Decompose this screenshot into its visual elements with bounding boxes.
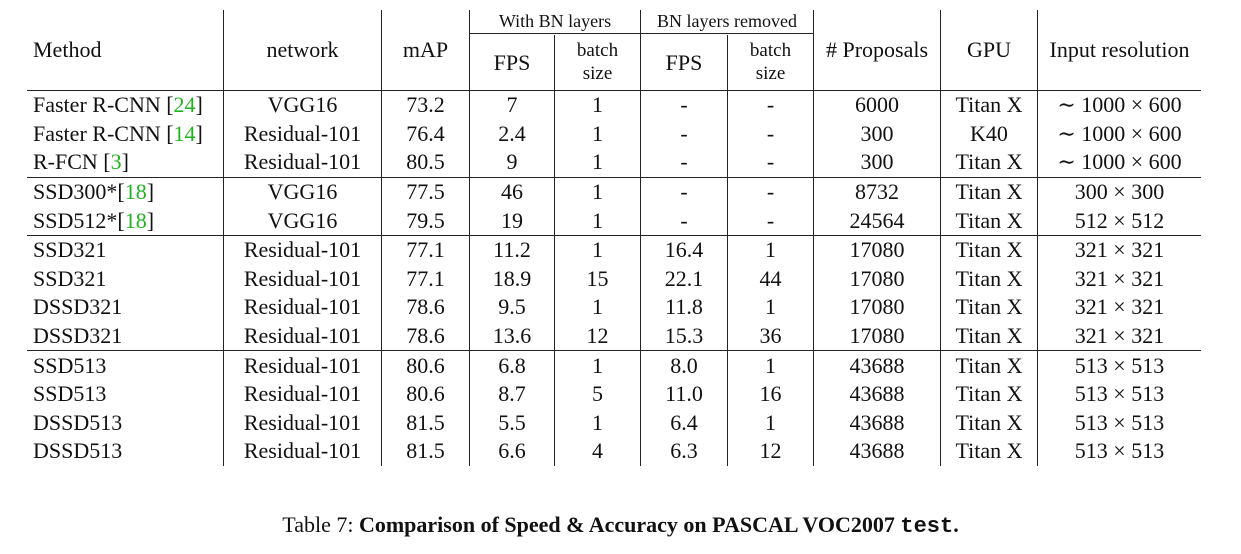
- map-cell: 78.6: [382, 322, 470, 351]
- table-row: [27, 206, 1201, 235]
- network-cell: Residual-101: [224, 235, 382, 264]
- header-gpu: GPU: [941, 10, 1038, 91]
- resolution-cell: 513 × 513: [1074, 438, 1165, 464]
- method-cell: [27, 206, 224, 235]
- proposals-cell: 8732: [814, 177, 941, 206]
- network-cell: VGG16: [224, 206, 382, 235]
- batch-nobn-cell: 1: [728, 235, 814, 264]
- batch-nobn-cell: 44: [728, 265, 814, 294]
- batch-bn-cell: 1: [555, 148, 641, 177]
- resolution-cell: 513 × 513: [1038, 351, 1202, 380]
- table-row: [27, 293, 1201, 322]
- batch-bn-cell: 1: [555, 409, 641, 438]
- fps-nobn-cell: 11.8: [641, 293, 728, 322]
- fps-bn-cell: 9: [470, 148, 555, 177]
- resolution-cell: 321 × 321: [1038, 235, 1202, 264]
- batch-bn-cell: 1: [555, 235, 641, 264]
- batch-nobn-cell: -: [728, 206, 814, 235]
- network-cell: Residual-101: [224, 265, 382, 294]
- map-cell: 81.5: [382, 437, 470, 466]
- table-row: [27, 91, 1201, 120]
- network-cell: Residual-101: [224, 293, 382, 322]
- method-cell: [27, 293, 224, 322]
- method-cell: [27, 265, 224, 294]
- map-cell: 78.6: [382, 293, 470, 322]
- batch-nobn-cell: 1: [728, 293, 814, 322]
- batch-nobn-cell: 1: [728, 409, 814, 438]
- method-name: Faster R-CNN [: [33, 92, 174, 118]
- resolution-cell: 321 × 321: [1074, 265, 1165, 291]
- gpu-cell: Titan X: [941, 206, 1038, 235]
- header-input-resolution: Input resolution: [1049, 37, 1190, 62]
- batch-bn-cell: 15: [555, 265, 641, 294]
- fps-nobn-cell: -: [641, 177, 728, 206]
- batch-nobn-cell: 16: [728, 380, 814, 409]
- gpu-cell: Titan X: [941, 235, 1038, 264]
- map-cell: 79.5: [382, 206, 470, 235]
- proposals-cell: 17080: [814, 322, 941, 351]
- gpu-cell: K40: [941, 120, 1038, 149]
- resolution-cell: 513 × 513: [1074, 409, 1165, 435]
- network-cell: Residual-101: [224, 120, 382, 149]
- network-cell: Residual-101: [224, 322, 382, 351]
- fps-nobn-cell: 11.0: [641, 380, 728, 409]
- table-row: [27, 322, 1201, 351]
- fps-nobn-cell: 16.4: [641, 235, 728, 264]
- gpu-cell: Titan X: [941, 322, 1038, 351]
- header-batch-nobn: batch size: [728, 35, 814, 91]
- fps-nobn-cell: -: [641, 148, 728, 177]
- resolution-cell: ∼ 1000 × 600: [1057, 149, 1182, 175]
- batch-nobn-cell: -: [728, 120, 814, 149]
- caption-label: Table 7:: [282, 512, 359, 537]
- method-name: DSSD321: [33, 294, 123, 320]
- gpu-cell: Titan X: [941, 265, 1038, 294]
- batch-bn-cell: 12: [555, 322, 641, 351]
- citation-link[interactable]: 24: [173, 92, 196, 118]
- fps-bn-cell: 2.4: [470, 120, 555, 149]
- batch-bn-cell: 1: [555, 206, 641, 235]
- table-row: [27, 177, 1201, 206]
- batch-nobn-cell: 36: [728, 322, 814, 351]
- batch-bn-cell: 1: [555, 91, 641, 120]
- fps-nobn-cell: 6.3: [641, 437, 728, 466]
- map-cell: 80.6: [382, 351, 470, 380]
- method-name: SSD321: [33, 265, 107, 291]
- table-row: [27, 409, 1201, 438]
- table-row: [27, 235, 1201, 264]
- method-cell: [27, 177, 224, 206]
- fps-bn-cell: 18.9: [470, 265, 555, 294]
- fps-bn-cell: 19: [470, 206, 555, 235]
- batch-bn-cell: 1: [555, 177, 641, 206]
- resolution-cell: ∼ 1000 × 600: [1038, 91, 1202, 120]
- gpu-cell: Titan X: [941, 409, 1038, 438]
- results-table: [27, 10, 1201, 466]
- method-cell: [27, 235, 224, 264]
- citation-bracket: ]: [146, 207, 155, 233]
- method-name: SSD512*[: [33, 207, 125, 233]
- batch-nobn-cell: -: [728, 91, 814, 120]
- batch-bn-cell: 4: [555, 437, 641, 466]
- network-cell: Residual-101: [224, 148, 382, 177]
- method-cell: [27, 91, 224, 120]
- citation-link[interactable]: 3: [110, 149, 122, 175]
- map-cell: 76.4: [382, 120, 470, 149]
- network-cell: VGG16: [224, 91, 382, 120]
- gpu-cell: Titan X: [941, 148, 1038, 177]
- header-network: network: [224, 10, 382, 91]
- batch-bn-cell: 1: [555, 351, 641, 380]
- method-name: DSSD321: [33, 323, 123, 349]
- fps-bn-cell: 7: [470, 91, 555, 120]
- method-name: DSSD513: [33, 438, 123, 464]
- caption-title: Comparison of Speed & Accuracy on PASCAL VOC2007: [358, 512, 901, 537]
- batch-nobn-cell: -: [728, 148, 814, 177]
- network-cell: Residual-101: [224, 380, 382, 409]
- proposals-cell: 43688: [814, 380, 941, 409]
- proposals-cell: 17080: [814, 293, 941, 322]
- method-name: R-FCN [: [33, 149, 111, 175]
- fps-bn-cell: 13.6: [470, 322, 555, 351]
- citation-bracket: ]: [121, 149, 129, 175]
- batch-bn-cell: 1: [555, 120, 641, 149]
- citation-bracket: ]: [195, 92, 203, 118]
- network-cell: Residual-101: [224, 437, 382, 466]
- fps-nobn-cell: -: [641, 91, 728, 120]
- map-cell: 73.2: [382, 91, 470, 120]
- method-name: SSD513: [33, 381, 107, 407]
- batch-nobn-cell: 12: [728, 437, 814, 466]
- batch-bn-cell: 1: [555, 293, 641, 322]
- table-row: [27, 380, 1201, 409]
- proposals-cell: 300: [814, 148, 941, 177]
- table-row: [27, 265, 1201, 294]
- batch-nobn-cell: -: [728, 177, 814, 206]
- fps-bn-cell: 11.2: [470, 235, 555, 264]
- gpu-cell: Titan X: [941, 177, 1038, 206]
- resolution-cell: ∼ 1000 × 600: [1057, 120, 1182, 146]
- method-cell: [27, 120, 224, 149]
- map-cell: 80.6: [382, 380, 470, 409]
- header-proposals: # Proposals: [814, 10, 941, 91]
- method-cell: [27, 409, 224, 438]
- batch-nobn-cell: 1: [728, 351, 814, 380]
- fps-nobn-cell: 6.4: [641, 409, 728, 438]
- gpu-cell: Titan X: [941, 293, 1038, 322]
- method-cell: [27, 437, 224, 466]
- header-batch-bn: batch size: [555, 35, 641, 91]
- map-cell: 80.5: [382, 148, 470, 177]
- batch-bn-cell: 5: [555, 380, 641, 409]
- proposals-cell: 43688: [814, 437, 941, 466]
- proposals-cell: 17080: [814, 265, 941, 294]
- table-body: [27, 91, 1201, 466]
- fps-nobn-cell: -: [641, 120, 728, 149]
- map-cell: 77.5: [382, 177, 470, 206]
- table-caption: [0, 512, 1241, 539]
- fps-nobn-cell: 22.1: [641, 265, 728, 294]
- header-bn-removed: BN layers removed: [641, 10, 814, 35]
- map-cell: 81.5: [382, 409, 470, 438]
- gpu-cell: Titan X: [941, 380, 1038, 409]
- method-name: Faster R-CNN [: [33, 120, 174, 146]
- method-cell: [27, 351, 224, 380]
- citation-link[interactable]: 18: [124, 179, 147, 205]
- map-cell: 77.1: [382, 265, 470, 294]
- fps-nobn-cell: 8.0: [641, 351, 728, 380]
- fps-nobn-cell: 15.3: [641, 322, 728, 351]
- fps-bn-cell: 9.5: [470, 293, 555, 322]
- network-cell: Residual-101: [224, 409, 382, 438]
- gpu-cell: Titan X: [941, 351, 1038, 380]
- table-row: [27, 148, 1201, 177]
- header-with-bn: With BN layers: [470, 10, 641, 35]
- proposals-cell: 43688: [814, 351, 941, 380]
- resolution-cell: 512 × 512: [1074, 207, 1165, 233]
- fps-bn-cell: 46: [470, 177, 555, 206]
- fps-nobn-cell: -: [641, 206, 728, 235]
- method-cell: [27, 148, 224, 177]
- header-method: Method: [27, 10, 224, 91]
- network-cell: VGG16: [224, 177, 382, 206]
- citation-link[interactable]: 18: [124, 207, 147, 233]
- fps-bn-cell: 8.7: [470, 380, 555, 409]
- table-row: [27, 437, 1201, 466]
- header-map: mAP: [382, 10, 470, 91]
- gpu-cell: Titan X: [941, 91, 1038, 120]
- method-name: SSD300*[: [33, 179, 125, 205]
- method-name: SSD321: [33, 237, 107, 263]
- gpu-cell: Titan X: [941, 437, 1038, 466]
- table-row: [27, 351, 1201, 380]
- fps-bn-cell: 5.5: [470, 409, 555, 438]
- header-fps-nobn: FPS: [641, 35, 728, 91]
- table-row: [27, 120, 1201, 149]
- map-cell: 77.1: [382, 235, 470, 264]
- resolution-cell: 321 × 321: [1074, 294, 1165, 320]
- resolution-cell: 513 × 513: [1074, 381, 1165, 407]
- caption-code: test: [900, 514, 954, 539]
- citation-link[interactable]: 14: [173, 120, 196, 146]
- caption-end: .: [953, 512, 959, 537]
- method-cell: [27, 380, 224, 409]
- resolution-cell: 321 × 321: [1074, 323, 1165, 349]
- proposals-cell: 24564: [814, 206, 941, 235]
- proposals-cell: 6000: [814, 91, 941, 120]
- fps-bn-cell: 6.8: [470, 351, 555, 380]
- proposals-cell: 17080: [814, 235, 941, 264]
- method-cell: [27, 322, 224, 351]
- fps-bn-cell: 6.6: [470, 437, 555, 466]
- proposals-cell: 43688: [814, 409, 941, 438]
- citation-bracket: ]: [195, 120, 203, 146]
- proposals-cell: 300: [814, 120, 941, 149]
- network-cell: Residual-101: [224, 351, 382, 380]
- method-name: SSD513: [33, 352, 107, 378]
- method-name: DSSD513: [33, 409, 123, 435]
- citation-bracket: ]: [146, 179, 155, 205]
- resolution-cell: 300 × 300: [1038, 177, 1202, 206]
- header-fps-bn: FPS: [470, 35, 555, 91]
